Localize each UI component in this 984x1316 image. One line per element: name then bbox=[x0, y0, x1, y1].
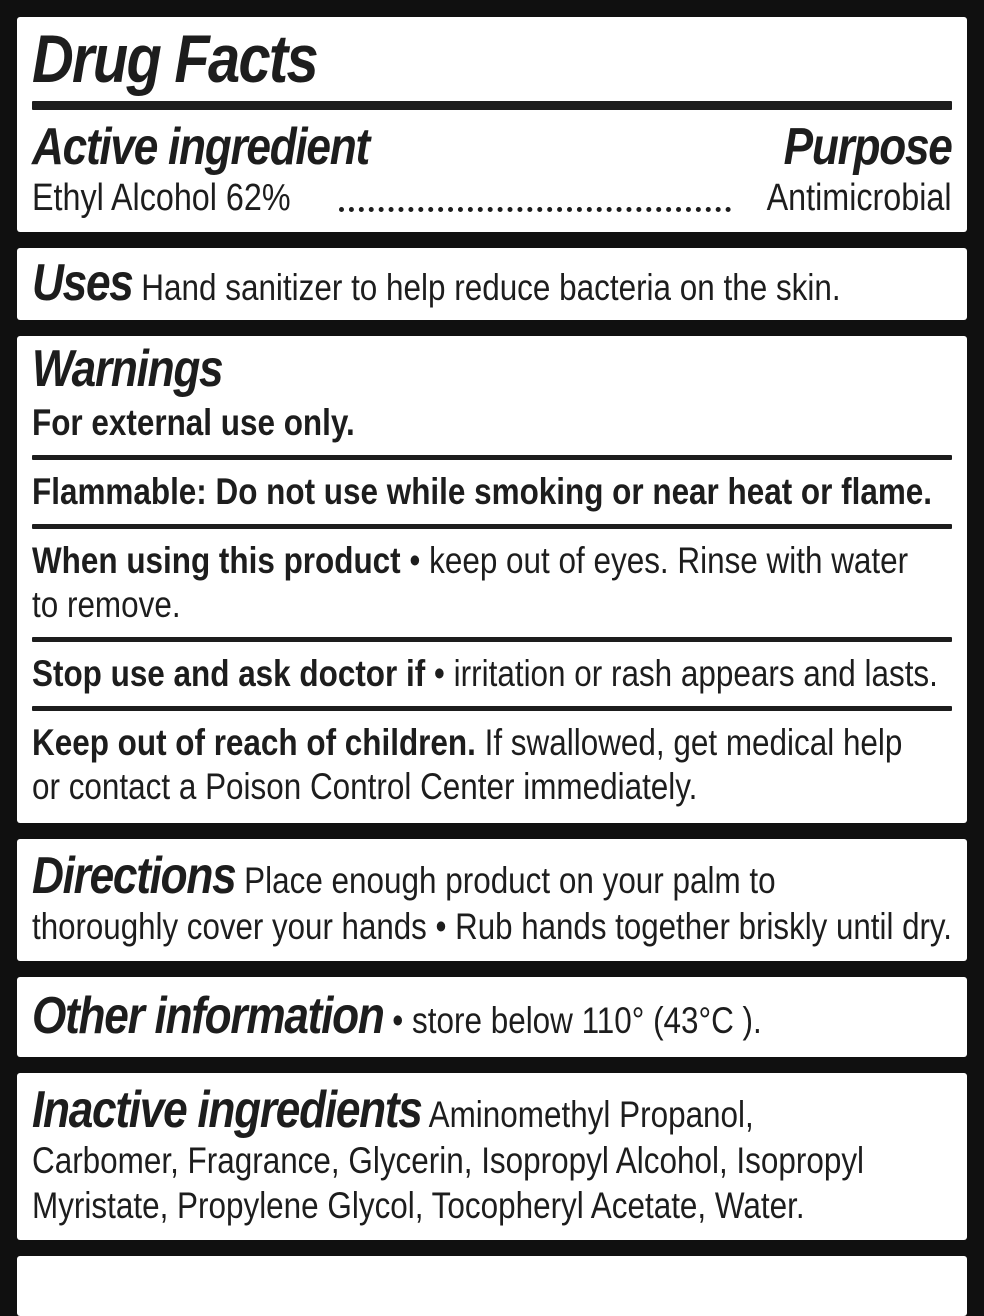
active-ingredient-name: Ethyl Alcohol 62% bbox=[32, 176, 291, 219]
keep-out-rest: If swallowed, get medical help bbox=[475, 721, 903, 763]
inactive-ingredients-text-line1: Aminomethyl Propanol, bbox=[421, 1094, 754, 1136]
warning-keep-out-line1 bbox=[32, 721, 903, 765]
section-inactive-ingredients bbox=[17, 1073, 967, 1239]
stop-use-rest: • irritation or rash appears and lasts. bbox=[425, 652, 938, 694]
uses-heading: Uses bbox=[32, 254, 133, 313]
section-other-information bbox=[17, 977, 967, 1057]
keep-out-bold: Keep out of reach of children. bbox=[32, 721, 476, 763]
drug-facts-title: Drug Facts bbox=[32, 21, 317, 97]
active-ingredient-header-row bbox=[32, 119, 952, 176]
inactive-ingredients-line2: Carbomer, Fragrance, Glycerin, Isopropyl Alcohol, Isopropyl bbox=[32, 1140, 865, 1182]
warnings-divider-2 bbox=[32, 524, 952, 529]
active-ingredient-heading: Active ingredient bbox=[32, 118, 369, 177]
inactive-ingredients-line3: Myristate, Propylene Glycol, Tocopheryl Acetate, Water. bbox=[32, 1184, 805, 1226]
warnings-divider-4 bbox=[32, 706, 952, 711]
dotted-leader bbox=[339, 207, 731, 212]
other-information-text: • store below 110° (43°C ). bbox=[383, 1000, 762, 1042]
warning-stop-use bbox=[32, 652, 938, 696]
uses-text: Hand sanitizer to help reduce bacteria on the skin. bbox=[132, 267, 841, 309]
uses-line bbox=[32, 254, 841, 313]
warning-when-using-line1 bbox=[32, 539, 909, 583]
directions-heading: Directions bbox=[32, 846, 236, 905]
section-next-partial bbox=[17, 1256, 967, 1316]
active-ingredient-purpose: Antimicrobial bbox=[767, 176, 952, 219]
stop-use-bold: Stop use and ask doctor if bbox=[32, 652, 426, 694]
when-using-bold: When using this product bbox=[32, 539, 401, 581]
warning-flammable: Flammable: Do not use while smoking or near heat or flame. bbox=[32, 470, 933, 512]
section-warnings bbox=[17, 336, 967, 822]
warning-keep-out-line2: or contact a Poison Control Center immediately. bbox=[32, 765, 698, 807]
warnings-divider-3 bbox=[32, 637, 952, 642]
title-divider bbox=[32, 101, 952, 110]
section-uses bbox=[17, 248, 967, 320]
section-directions bbox=[17, 839, 967, 961]
active-ingredient-row bbox=[32, 177, 952, 221]
directions-text-line1: Place enough product on your palm to bbox=[235, 859, 776, 901]
section-title-active-ingredient bbox=[17, 17, 967, 232]
directions-line2: thoroughly cover your hands • Rub hands together briskly until dry. bbox=[32, 906, 952, 947]
other-information-heading: Other information bbox=[32, 987, 384, 1046]
inactive-ingredients-line1 bbox=[32, 1081, 814, 1139]
when-using-rest: • keep out of eyes. Rinse with water bbox=[400, 539, 909, 581]
inactive-ingredients-heading: Inactive ingredients bbox=[32, 1081, 422, 1140]
directions-line1 bbox=[32, 847, 814, 905]
purpose-heading: Purpose bbox=[784, 118, 952, 177]
warning-external-use: For external use only. bbox=[32, 401, 355, 443]
other-information-line bbox=[32, 987, 814, 1045]
warning-when-using-line2: to remove. bbox=[32, 583, 181, 625]
warnings-divider-1 bbox=[32, 455, 952, 460]
warnings-heading: Warnings bbox=[32, 340, 223, 399]
